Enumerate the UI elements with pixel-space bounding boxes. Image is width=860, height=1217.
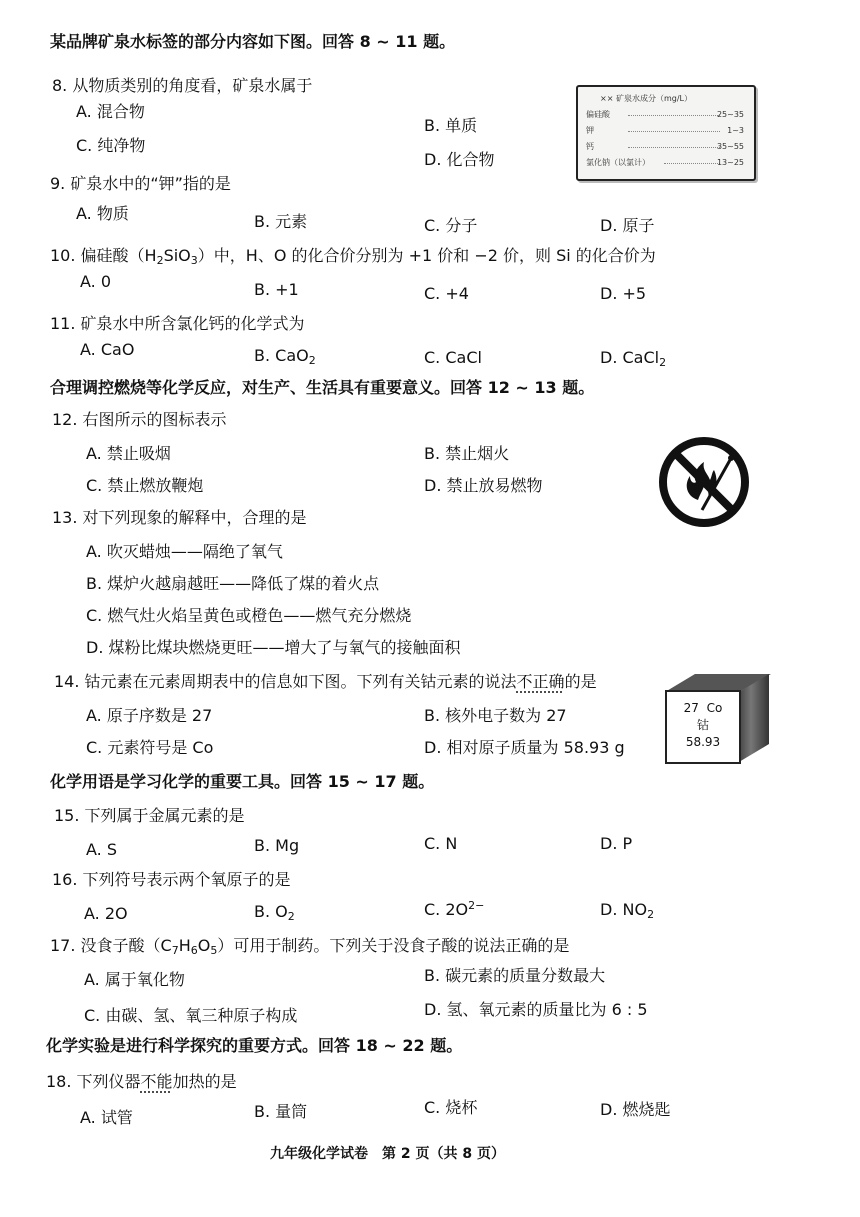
q11-option-d: D. CaCl$_2$ [600, 348, 667, 369]
q8-option-b: B. 单质 [424, 116, 478, 135]
question-13-stem: 13. 对下列现象的解释中，合理的是 [52, 508, 307, 527]
cell-element-name: 钴 [696, 718, 709, 732]
q15-option-c: C. N [424, 834, 458, 853]
section-intro-18-22: 化学实验是进行科学探究的重要方式。回答 18 ~ 22 题。 [46, 1036, 463, 1055]
q17-option-b: B. 碳元素的质量分数最大 [424, 966, 606, 985]
section-intro-12-13: 合理调控燃烧等化学反应，对生产、生活具有重要意义。回答 12 ~ 13 题。 [50, 378, 595, 397]
q16-option-a: A. 2O [84, 904, 128, 923]
q14-option-d: D. 相对原子质量为 58.93 g [424, 738, 625, 757]
q11-option-c: C. CaCl [424, 348, 482, 367]
question-15-stem: 15. 下列属于金属元素的是 [54, 806, 245, 825]
question-16-stem: 16. 下列符号表示两个氧原子的是 [52, 870, 291, 889]
q13-option-b: B. 煤炉火越扇越旺——降低了煤的着火点 [86, 574, 380, 593]
q13-option-c: C. 燃气灶火焰呈黄色或橙色——燃气充分燃烧 [86, 606, 412, 625]
section-intro-8-11: 某品牌矿泉水标签的部分内容如下图。回答 8 ~ 11 题。 [50, 32, 456, 51]
q12-option-c: C. 禁止燃放鞭炮 [86, 476, 204, 495]
q15-option-d: D. P [600, 834, 633, 853]
q12-option-a: A. 禁止吸烟 [86, 444, 171, 463]
cell-number-symbol: 27 Co [683, 701, 723, 715]
label-row: 氯化钠（以氯计） 13~25 [586, 158, 744, 167]
q12-option-b: B. 禁止烟火 [424, 444, 510, 463]
q11-option-b: B. CaO$_2$ [254, 346, 316, 367]
question-18-stem: 18. 下列仪器不能加热的是 [46, 1072, 237, 1091]
q13-option-d: D. 煤粉比煤块燃烧更旺——增大了与氧气的接触面积 [86, 638, 461, 657]
q17-option-a: A. 属于氧化物 [84, 970, 185, 989]
question-10-stem: 10. 偏硅酸$(H_2SiO_3)$中，H、O 的化合价分别为 +1 价和 −2 价，则 Si 的化合价为 [50, 246, 656, 267]
emphasis-not-correct: 不正确 [516, 672, 565, 691]
q14-option-a: A. 原子序数是 27 [86, 706, 213, 725]
question-9-stem: 9. 矿泉水中的“钾”指的是 [50, 174, 231, 193]
label-title: ×× 矿泉水成分（mg/L） [600, 94, 692, 103]
question-8-stem: 8. 从物质类别的角度看，矿泉水属于 [52, 76, 313, 95]
question-14-stem: 14. 钴元素在元素周期表中的信息如下图。下列有关钴元素的说法不正确的是 [54, 672, 597, 691]
mineral-water-label [576, 85, 756, 181]
q18-option-d: D. 燃烧匙 [600, 1100, 671, 1119]
q13-option-a: A. 吹灭蜡烛——隔绝了氧气 [86, 542, 283, 561]
question-12-stem: 12. 右图所示的图标表示 [52, 410, 227, 429]
q17-option-d: D. 氢、氧元素的质量比为 6 : 5 [424, 1000, 648, 1019]
q8-option-c: C. 纯净物 [76, 136, 146, 155]
q16-option-b: B. $O_2$ [254, 902, 295, 923]
q18-option-c: C. 烧杯 [424, 1098, 478, 1117]
q8-option-d: D. 化合物 [424, 150, 495, 169]
label-row: 钙 35~55 [586, 142, 744, 151]
periodic-table-cell [665, 672, 783, 772]
q16-option-c: C. $2O^{2-}$ [424, 899, 485, 919]
q8-option-a: A. 混合物 [76, 102, 145, 121]
q15-option-a: A. S [86, 840, 117, 859]
q14-option-b: B. 核外电子数为 27 [424, 706, 567, 725]
q18-option-a: A. 试管 [80, 1108, 133, 1127]
q9-option-a: A. 物质 [76, 204, 129, 223]
q10-option-c: C. +4 [424, 284, 469, 303]
q18-option-b: B. 量筒 [254, 1102, 308, 1121]
question-11-stem: 11. 矿泉水中所含氯化钙的化学式为 [50, 314, 305, 333]
page-footer: 九年级化学试卷 第 2 页（共 8 页） [270, 1146, 505, 1162]
emphasis-cannot: 不能 [140, 1072, 173, 1091]
q10-option-a: A. 0 [80, 272, 112, 291]
q16-option-d: D. $NO_2$ [600, 900, 655, 921]
q15-option-b: B. Mg [254, 836, 300, 855]
question-17-stem: 17. 没食子酸$(C_7H_6O_5)$可用于制药。下列关于没食子酸的说法正确的是 [50, 936, 570, 957]
label-row: 钾 1~3 [586, 126, 744, 135]
q17-option-c: C. 由碳、氢、氧三种原子构成 [84, 1006, 298, 1025]
label-row: 偏硅酸 25~35 [586, 110, 744, 119]
q10-option-b: B. +1 [254, 280, 299, 299]
q12-option-d: D. 禁止放易燃物 [424, 476, 543, 495]
cell-atomic-mass: 58.93 [685, 735, 721, 749]
q9-option-b: B. 元素 [254, 212, 308, 231]
q11-option-a: A. CaO [80, 340, 135, 359]
q9-option-d: D. 原子 [600, 216, 655, 235]
q14-option-c: C. 元素符号是 Co [86, 738, 214, 757]
section-intro-15-17: 化学用语是学习化学的重要工具。回答 15 ~ 17 题。 [50, 772, 435, 791]
q10-option-d: D. +5 [600, 284, 647, 303]
no-fire-icon [658, 436, 750, 528]
q9-option-c: C. 分子 [424, 216, 478, 235]
